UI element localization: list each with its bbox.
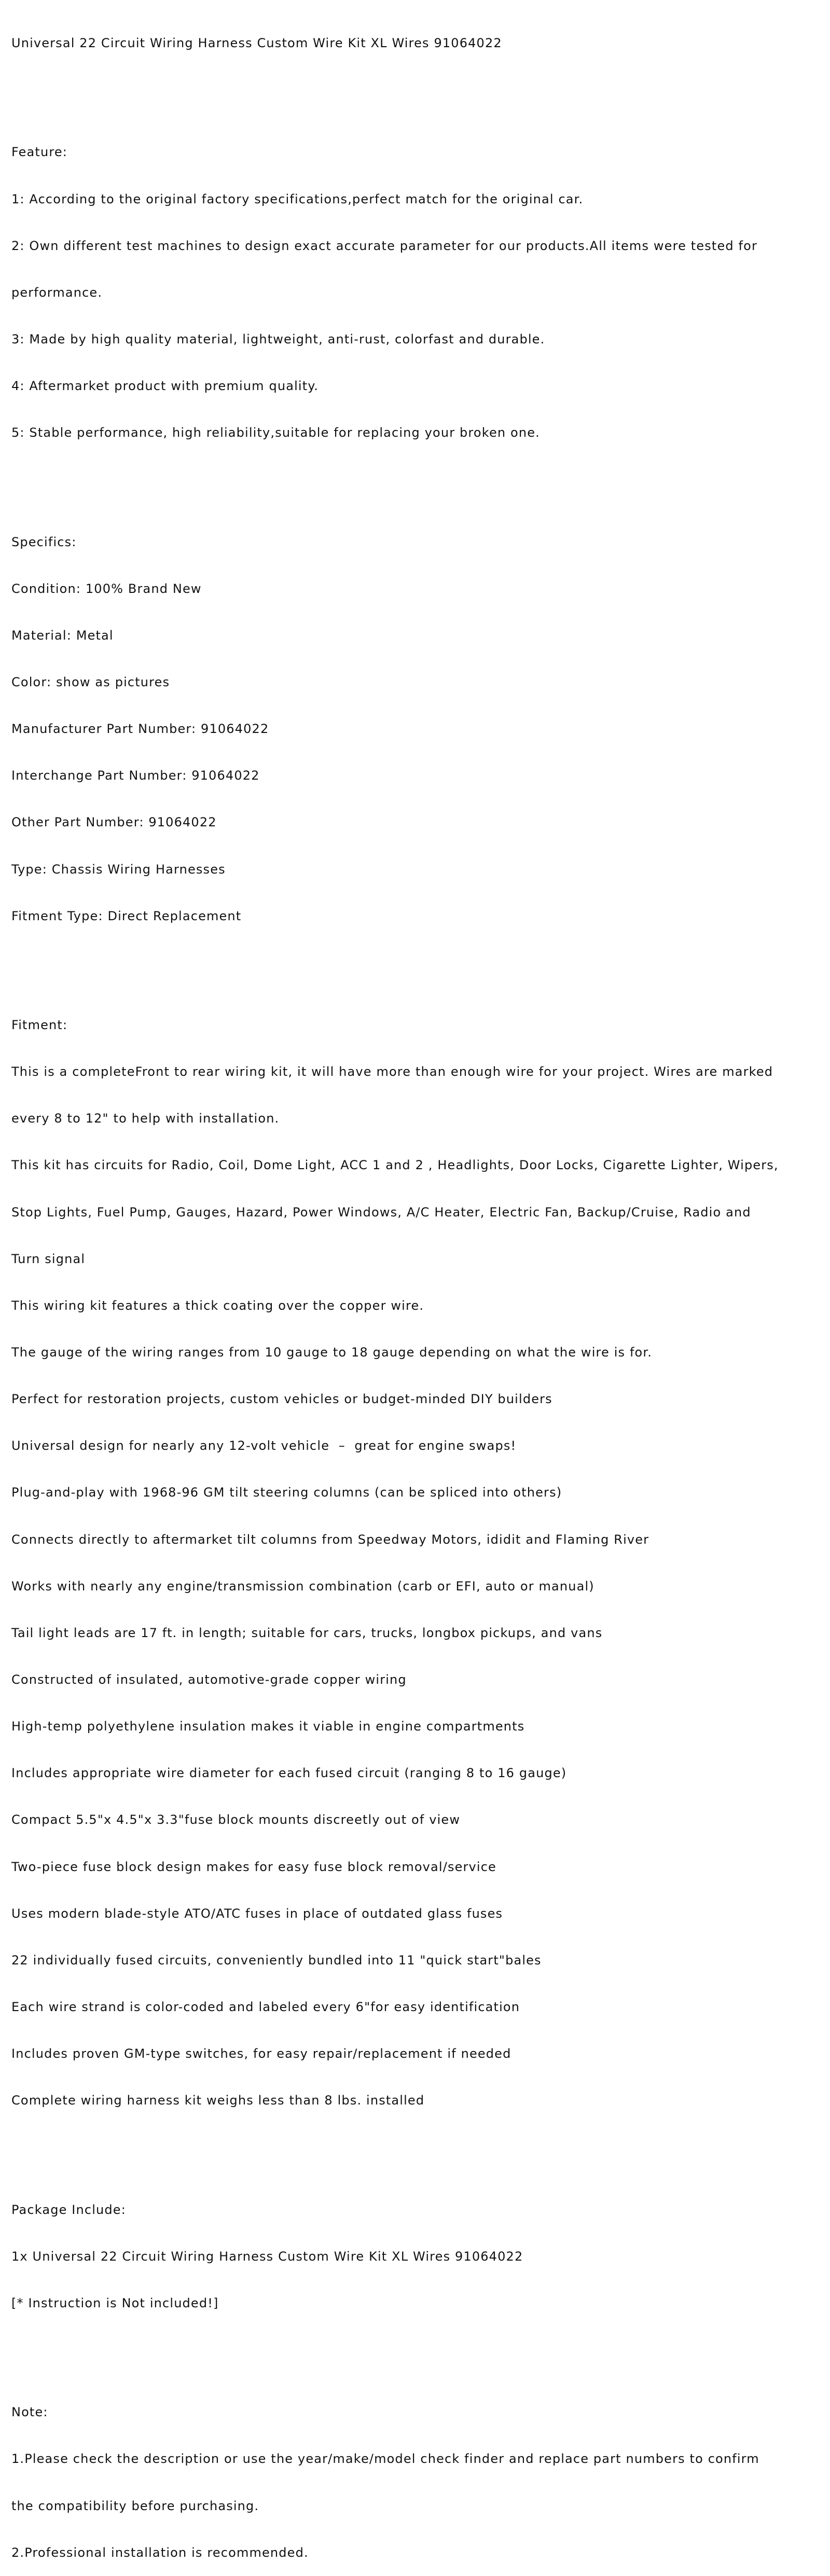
feature-heading: Feature: [11,145,67,160]
feature-line: 1: According to the original factory specifications,perfect match for the original car. [11,191,584,206]
fitment-line: Includes proven GM-type switches, for easy repair/replacement if needed [11,2046,511,2061]
feature-line: performance. [11,285,103,300]
fitment-line: High-temp polyethylene insulation makes it viable in engine compartments [11,1719,525,1734]
fitment-line: Uses modern blade-style ATO/ATC fuses in place of outdated glass fuses [11,1906,503,1921]
specifics-line: Material: Metal [11,628,114,643]
fitment-line: Perfect for restoration projects, custom vehicles or budget-minded DIY builders [11,1392,552,1407]
feature-line: 4: Aftermarket product with premium quality. [11,379,319,394]
specifics-heading: Specifics: [11,534,77,549]
fitment-line: 22 individually fused circuits, conveniently bundled into 11 "quick start"bales [11,1952,542,1968]
package-line: [* Instruction is Not included!] [11,2295,219,2310]
fitment-line: This wiring kit features a thick coating over the copper wire. [11,1298,424,1313]
fitment-heading: Fitment: [11,1018,68,1033]
package-heading: Package Include: [11,2202,126,2217]
note-heading: Note: [11,2405,48,2420]
section-gap [11,472,823,487]
note-line: the compatibility before purchasing. [11,2498,259,2513]
note-line: 1.Please check the description or use the year/make/model check finder and replace part numbers to confirm [11,2452,759,2467]
fitment-line: Universal design for nearly any 12-volt vehicle – great for engine swaps! [11,1438,517,1453]
fitment-line: Tail light leads are 17 ft. in length; suitable for cars, trucks, longbox pickups, and vans [11,1625,603,1640]
feature-line: 5: Stable performance, high reliability,suitable for replacing your broken one. [11,425,540,440]
section-gap [11,2342,823,2358]
fitment-line: Plug-and-play with 1968-96 GM tilt steering columns (can be spliced into others) [11,1485,562,1500]
fitment-line: Stop Lights, Fuel Pump, Gauges, Hazard, Power Windows, A/C Heater, Electric Fan, Backup/Cruise, Radio and [11,1204,751,1220]
specifics-line: Color: show as pictures [11,675,170,690]
fitment-line: Works with nearly any engine/transmission combination (carb or EFI, auto or manual) [11,1578,594,1594]
fitment-line: Two-piece fuse block design makes for easy fuse block removal/service [11,1859,496,1874]
fitment-line: This is a completeFront to rear wiring kit, it will have more than enough wire for your project. Wires are marked [11,1064,773,1079]
specifics-line: Condition: 100% Brand New [11,581,202,596]
specifics-line: Type: Chassis Wiring Harnesses [11,862,226,877]
product-title: Universal 22 Circuit Wiring Harness Custom Wire Kit XL Wires 91064022 [11,36,502,51]
product-description [11,4,823,2576]
specifics-line: Interchange Part Number: 91064022 [11,768,260,783]
fitment-line: Connects directly to aftermarket tilt columns from Speedway Motors, ididit and Flaming River [11,1532,649,1547]
fitment-line: Includes appropriate wire diameter for each fused circuit (ranging 8 to 16 gauge) [11,1766,567,1781]
fitment-line: Constructed of insulated, automotive-grade copper wiring [11,1672,407,1687]
note-line: 2.Professional installation is recommended. [11,2545,309,2560]
section-gap [11,82,823,98]
specifics-line: Manufacturer Part Number: 91064022 [11,722,269,737]
specifics-line: Fitment Type: Direct Replacement [11,908,242,923]
section-gap [11,2139,823,2155]
section-gap [11,955,823,971]
package-line: 1x Universal 22 Circuit Wiring Harness Custom Wire Kit XL Wires 91064022 [11,2249,523,2264]
feature-line: 2: Own different test machines to design exact accurate parameter for our products.All items were tested for [11,238,757,253]
fitment-line: This kit has circuits for Radio, Coil, Dome Light, ACC 1 and 2 , Headlights, Door Locks, Cigarette Lighter, Wipers, [11,1158,779,1173]
fitment-line: Turn signal [11,1251,86,1266]
fitment-line: Compact 5.5"x 4.5"x 3.3"fuse block mounts discreetly out of view [11,1812,461,1827]
fitment-line: every 8 to 12" to help with installation. [11,1111,280,1126]
fitment-line: Complete wiring harness kit weighs less than 8 lbs. installed [11,2093,425,2108]
fitment-line: Each wire strand is color-coded and labeled every 6"for easy identification [11,2000,520,2014]
specifics-line: Other Part Number: 91064022 [11,815,217,830]
fitment-line: The gauge of the wiring ranges from 10 gauge to 18 gauge depending on what the wire is for. [11,1345,652,1360]
feature-line: 3: Made by high quality material, lightweight, anti-rust, colorfast and durable. [11,331,545,347]
